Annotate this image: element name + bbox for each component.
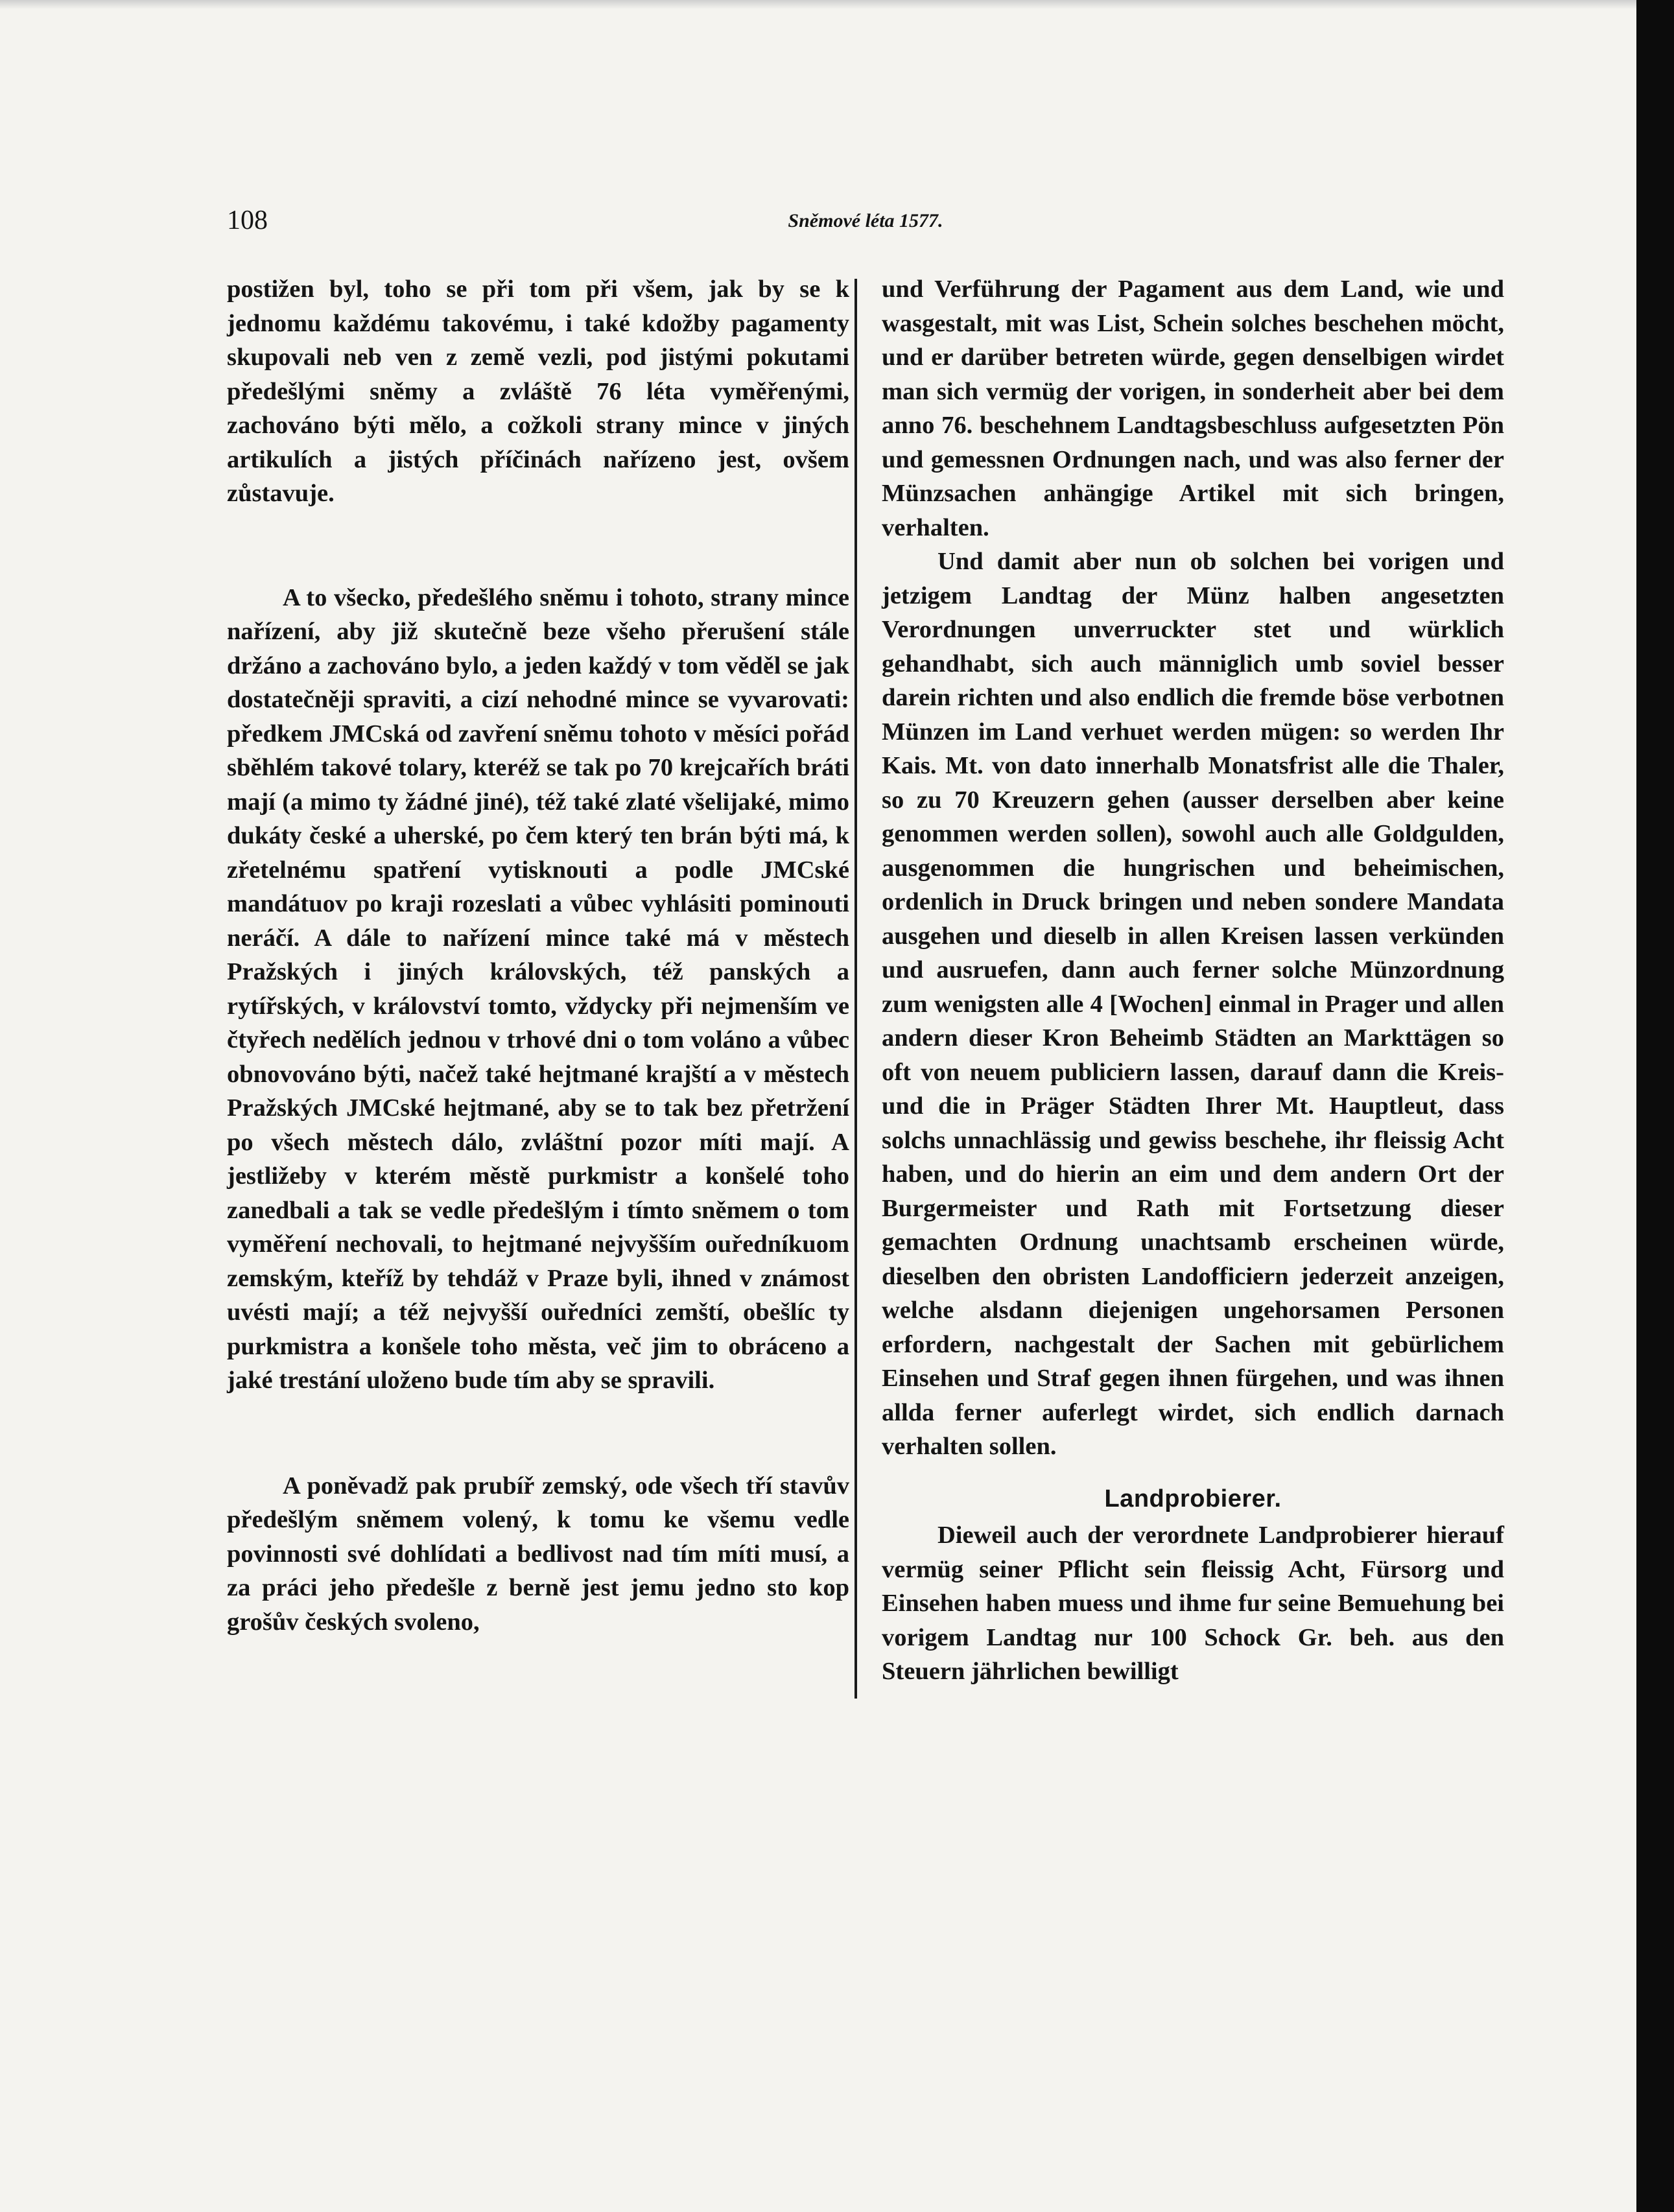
- running-title: Sněmové léta 1577.: [788, 210, 943, 231]
- scan-top-shadow: [0, 0, 1674, 9]
- scan-right-edge: [1636, 0, 1674, 2212]
- right-paragraph-3: Dieweil auch der verordnete Landprobierer hierauf vermüg seiner Pflicht sein fleissig Acht, Fürsorg und Einsehen haben muess und ihme fur seine Bemuehung bei vorigem Landtag nur 100 Schock Gr. beh. aus den Steuern jährlichen bewilligt: [882, 1522, 1504, 1685]
- left-paragraph-2: A to všecko, předešlého sněmu i tohoto, strany mince nařízení, aby již skutečně beze všeho přerušení stále držáno a zachováno bylo, a jeden každý v tom věděl se jak dostatečněji spraviti, a cizí nehodné mince se vyvarovati: předkem JMCská od zavření sněmu tohoto v měsíci pořád sběhlém takové tolary, kteréž se tak po 70 krejcařích bráti mají (a mimo ty žádné jiné), též také zlaté všelijaké, mimo dukáty české a uherské, po čem který ten brán býti má, k zřetelnému spatření vytisknouti a podle JMCské mandátuov po kraji rozeslati a vůbec vyhlásiti pominouti neráčí. A dále to nařízení mince také má v městech Pražských i jiných královských, též panských a rytířských, v království tomto, vždycky při nejmenším ve čtyřech nedělích jednou v trhové dni o tom voláno a vůbec obnovováno býti, načež také hejtmané krajští a v městech Pražských JMCské hejtmané, aby se to tak bez přetržení po všech městech dálo, zvláštní pozor míti mají. A jestližeby v kterém městě purkmistr a konšelé toho zanedbali a tak se vedle předešlým i tímto sněmem o tom vyměření nechovali, to hejtmané nejvyšším ouředníkuom zemským, kteříž by tehdáž v Praze byli, ihned v známost uvésti mají; a též nejvyšší ouředníci zemští, obešlíc ty purkmistra a konšele toho města, več jim to obráceno a jaké trestání uloženo bude tím aby se spravili.: [227, 583, 849, 1394]
- column-divider: [855, 279, 857, 1699]
- left-column: [227, 272, 849, 1639]
- right-column: [882, 272, 1504, 1689]
- page-number: 108: [227, 206, 268, 235]
- right-paragraph-2: Und damit aber nun ob solchen bei vorigen und jetzigem Landtag der Münz halben angesetzten Verordnungen unverruckter stet und würklich gehandhabt, sich auch männiglich umb soviel besser darein richten und also endlich die fremde böse verbotnen Münzen im Land verhuet werden mügen: so werden Ihr Kais. Mt. von dato innerhalb Monatsfrist alle die Thaler, so zu 70 Kreuzern gehen (ausser derselben aber keine genommen werden sollen), sowohl auch alle Goldgulden, ausgenommen die hungrischen und beheimischen, ordenlich in Druck bringen und neben sondere Mandata ausgehen und dieselb in allen Kreisen lassen verkünden und ausruefen, dann auch ferner solche Münzordnung zum wenigsten alle 4 [Wochen] einmal in Prager und allen andern dieser Kron Beheimb Städten an Markttägen so oft von neuem publiciern lassen, darauf dann die Kreis- und die in Präger Städten Ihrer Mt. Hauptleut, dass solchs unnachlässig und gewiss beschehe, ihr fleissig Acht haben, und do hierin an eim und dem andern Ort der Burgermeister und Rath mit Fortsetzung dieser gemachten Ordnung unachtsamb erscheinen würde, dieselben den obristen Landofficiern jederzeit anzeigen, welche alsdann diejenigen ungehorsamen Personen erfordern, nachgestalt der Sachen mit gebürlichem Einsehen und Straf gegen ihnen fürgehen, und was ihnen allda ferner auferlegt wirdet, sich endlich darnach verhalten sollen.: [882, 548, 1504, 1460]
- right-paragraph-1: und Verführung der Pagament aus dem Land, wie und wasgestalt, mit was List, Schein solches beschehen möcht, und er darüber betreten würde, gegen denselbigen wirdet man sich vermüg der vorigen, in sonderheit aber bei dem anno 76. beschehnem Landtagsbeschluss aufgesetzten Pön und gemessnen Ordnungen nach, und was also ferner der Münzsachen anhängige Artikel mit sich bringen, verhalten.: [882, 276, 1504, 541]
- left-paragraph-1: postižen byl, toho se při tom při všem, jak by se k jednomu každému takovému, i také kdožby pagamenty skupovali neb ven z země vezli, pod jistými pokutami předešlými sněmy a zvláště 76 léta vyměřenými, zachováno býti mělo, a cožkoli strany mince v jiných artikulích a jistých příčinách nařízeno jest, ovšem zůstavuje.: [227, 276, 849, 507]
- section-heading-landprobierer: Landprobierer.: [1104, 1485, 1282, 1512]
- left-paragraph-3: A poněvadž pak prubíř zemský, ode všech tří stavův předešlým sněmem volený, k tomu ke všemu vedle povinnosti své dohlídati a bedlivost nad tím míti musí, a za práci jeho předešle z berně jest jemu jedno sto kop grošův českých svoleno,: [227, 1472, 849, 1636]
- page-header: [227, 205, 1504, 244]
